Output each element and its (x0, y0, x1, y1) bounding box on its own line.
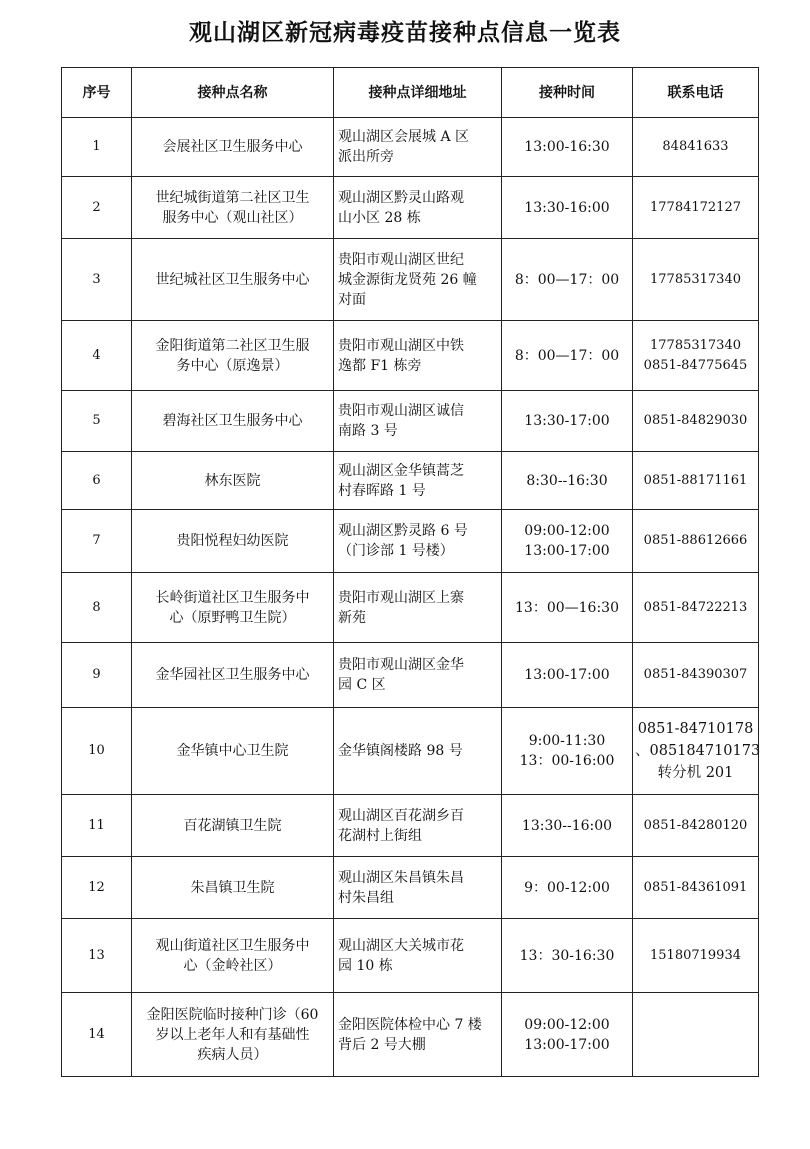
cell-site-name-line: 疾病人员） (197, 1046, 268, 1063)
cell-phone (633, 708, 759, 795)
cell-site-name (132, 708, 334, 795)
cell-address-line: 贵阳市观山湖区上寨 (338, 589, 464, 606)
cell-phone (633, 177, 759, 239)
cell-address-line: 派出所旁 (338, 149, 394, 165)
cell-time-line: 8：00—17：00 (514, 271, 620, 288)
header-no: 序号 (62, 68, 132, 118)
cell-site-name (132, 239, 334, 321)
cell-address (334, 452, 502, 510)
cell-address (334, 708, 502, 795)
cell-address-line: 山小区 28 栋 (338, 209, 421, 226)
cell-time-line: 13：00—16:30 (515, 599, 619, 616)
cell-address-line: 逸都 F1 栋旁 (338, 357, 422, 374)
cell-site-name (132, 993, 334, 1077)
cell-no: 4 (62, 321, 132, 391)
table-row (62, 643, 759, 708)
cell-site-name-line: 世纪城街道第二社区卫生 (155, 189, 310, 206)
cell-site-name-line: 百花湖镇卫生院 (183, 817, 282, 834)
cell-time (502, 919, 633, 993)
cell-phone-line: 15180719934 (650, 947, 741, 963)
cell-no: 13 (62, 919, 132, 993)
cell-site-name-line: 心（金岭社区） (183, 957, 282, 974)
cell-phone-line: 0851-84361091 (643, 879, 748, 895)
cell-address (334, 391, 502, 452)
cell-address-line: 观山湖区百花湖乡百 (338, 807, 464, 824)
cell-time (502, 452, 633, 510)
cell-time (502, 239, 633, 321)
cell-phone (633, 795, 759, 857)
cell-phone (633, 452, 759, 510)
cell-no: 5 (62, 391, 132, 452)
cell-phone (633, 643, 759, 708)
cell-site-name-line: 长岭街道社区卫生服务中 (155, 589, 310, 606)
cell-address (334, 573, 502, 643)
cell-address (334, 239, 502, 321)
table-row (62, 118, 759, 177)
cell-address-line: 花湖村上街组 (338, 827, 422, 844)
cell-time (502, 510, 633, 573)
cell-site-name-line: 金华园社区卫生服务中心 (155, 667, 310, 683)
cell-site-name-line: 金华镇中心卫生院 (176, 743, 289, 759)
cell-site-name (132, 919, 334, 993)
cell-phone (633, 993, 759, 1077)
header-site-name: 接种点名称 (132, 68, 334, 118)
table-row (62, 993, 759, 1077)
cell-time-line: 9:00-11:30 (528, 733, 606, 749)
cell-time-line: 13:30--16:00 (521, 817, 613, 834)
cell-phone-line: 转分机 201 (657, 765, 734, 781)
cell-phone (633, 573, 759, 643)
table-row (62, 573, 759, 643)
cell-site-name (132, 643, 334, 708)
cell-no: 14 (62, 993, 132, 1077)
table-row (62, 510, 759, 573)
cell-site-name-line: 世纪城社区卫生服务中心 (155, 271, 310, 288)
cell-time (502, 118, 633, 177)
table-header-row (62, 68, 759, 118)
cell-site-name (132, 118, 334, 177)
cell-site-name (132, 573, 334, 643)
cell-time-line: 09:00-12:00 (524, 523, 610, 539)
cell-time-line: 13:30-16:00 (524, 199, 610, 216)
cell-phone (633, 391, 759, 452)
cell-address (334, 857, 502, 919)
cell-time (502, 857, 633, 919)
cell-address-line: 观山湖区朱昌镇朱昌 (338, 869, 464, 886)
cell-site-name-line: 观山街道社区卫生服务中 (155, 937, 310, 954)
cell-time-line: 13:00-17:00 (524, 1036, 610, 1053)
cell-phone-line: 0851-84829030 (643, 413, 748, 428)
cell-site-name (132, 510, 334, 573)
header-time: 接种时间 (502, 68, 633, 118)
cell-address-line: 贵阳市观山湖区中铁 (338, 337, 464, 354)
cell-site-name (132, 177, 334, 239)
cell-phone-line: 0851-84722213 (643, 599, 748, 615)
cell-phone (633, 239, 759, 321)
cell-address-line: 观山湖区黔灵路 6 号 (338, 523, 468, 539)
cell-time (502, 321, 633, 391)
cell-address-line: （门诊部 1 号楼） (338, 543, 454, 559)
cell-time-line: 13:30-17:00 (524, 413, 610, 429)
cell-time-line: 13:00-17:00 (524, 667, 610, 683)
cell-address-line: 观山湖区大关城市花 (338, 937, 464, 954)
cell-address-line: 观山湖区会展城 A 区 (338, 129, 470, 145)
cell-site-name-line: 碧海社区卫生服务中心 (162, 413, 303, 429)
page-title: 观山湖区新冠病毒疫苗接种点信息一览表 (189, 19, 621, 46)
cell-address (334, 993, 502, 1077)
cell-time (502, 391, 633, 452)
cell-address (334, 795, 502, 857)
cell-time (502, 177, 633, 239)
cell-time-line: 8：00—17：00 (514, 347, 620, 364)
table-row (62, 239, 759, 321)
vaccination-sites-table (61, 67, 759, 1077)
cell-site-name-line: 服务中心（观山社区） (162, 209, 303, 226)
cell-address-line: 金阳医院体检中心 7 楼 (338, 1016, 482, 1033)
cell-address (334, 919, 502, 993)
cell-address-line: 金华镇阁楼路 98 号 (338, 743, 463, 759)
table-row (62, 321, 759, 391)
cell-site-name (132, 452, 334, 510)
cell-no: 9 (62, 643, 132, 708)
cell-address-line: 对面 (338, 291, 366, 308)
cell-site-name-line: 贵阳悦程妇幼医院 (176, 533, 289, 549)
cell-site-name (132, 795, 334, 857)
cell-no: 3 (62, 239, 132, 321)
header-phone: 联系电话 (633, 68, 759, 118)
cell-time (502, 643, 633, 708)
cell-address-line: 贵阳市观山湖区诚信 (338, 403, 464, 419)
table-row (62, 452, 759, 510)
table-row (62, 919, 759, 993)
cell-phone-line: 84841633 (662, 139, 729, 154)
cell-address-line: 南路 3 号 (338, 423, 398, 439)
cell-phone-line: 0851-88171161 (643, 472, 748, 488)
table-row (62, 795, 759, 857)
cell-address-line: 贵阳市观山湖区金华 (338, 657, 464, 673)
cell-phone (633, 919, 759, 993)
cell-site-name (132, 857, 334, 919)
cell-address-line: 村春晖路 1 号 (338, 482, 426, 499)
cell-time-line: 13：30-16:30 (519, 947, 615, 964)
cell-time (502, 708, 633, 795)
cell-time-line: 13：00-16:00 (519, 753, 615, 769)
cell-address (334, 643, 502, 708)
cell-phone-line: 0851-84390307 (643, 667, 748, 682)
cell-no: 12 (62, 857, 132, 919)
cell-site-name-line: 金阳医院临时接种门诊（60 (146, 1006, 319, 1023)
cell-address-line: 村朱昌组 (338, 889, 394, 906)
cell-address-line: 新苑 (338, 609, 366, 626)
cell-address-line: 背后 2 号大棚 (338, 1036, 426, 1053)
table-row (62, 177, 759, 239)
cell-time-line: 9：00-12:00 (524, 879, 610, 896)
cell-phone (633, 510, 759, 573)
cell-phone-line: 17785317340 (650, 337, 741, 353)
cell-phone-line: 、085184710173 (635, 743, 761, 759)
table-row (62, 391, 759, 452)
cell-time (502, 795, 633, 857)
table-row (62, 857, 759, 919)
cell-no: 10 (62, 708, 132, 795)
cell-address (334, 321, 502, 391)
cell-site-name-line: 务中心（原逸景） (176, 357, 289, 374)
cell-phone-line: 0851-84280120 (643, 817, 748, 833)
cell-phone-line: 0851-84775645 (643, 357, 748, 373)
cell-no: 7 (62, 510, 132, 573)
cell-no: 1 (62, 118, 132, 177)
cell-site-name-line: 朱昌镇卫生院 (190, 879, 275, 896)
cell-address (334, 510, 502, 573)
cell-no: 6 (62, 452, 132, 510)
cell-address-line: 园 10 栋 (338, 957, 393, 974)
cell-time-line: 13:00-16:30 (524, 139, 610, 155)
cell-phone (633, 118, 759, 177)
cell-site-name (132, 391, 334, 452)
cell-address-line: 园 C 区 (338, 677, 386, 693)
cell-phone-line: 17784172127 (650, 199, 741, 215)
cell-site-name-line: 会展社区卫生服务中心 (162, 139, 303, 155)
cell-phone-line: 17785317340 (650, 271, 741, 287)
cell-address-line: 城金源街龙贤苑 26 幢 (338, 271, 477, 288)
cell-address-line: 观山湖区金华镇蒿芝 (338, 462, 464, 479)
cell-site-name-line: 岁以上老年人和有基础性 (155, 1026, 310, 1043)
cell-time (502, 993, 633, 1077)
table-row (62, 708, 759, 795)
cell-no: 11 (62, 795, 132, 857)
header-address: 接种点详细地址 (334, 68, 502, 118)
cell-time-line: 8:30--16:30 (526, 472, 608, 489)
cell-address (334, 118, 502, 177)
cell-no: 8 (62, 573, 132, 643)
cell-site-name-line: 心（原野鸭卫生院） (169, 609, 296, 626)
cell-site-name (132, 321, 334, 391)
cell-no: 2 (62, 177, 132, 239)
cell-time-line: 13:00-17:00 (524, 543, 610, 559)
cell-site-name-line: 林东医院 (204, 472, 261, 489)
cell-address-line: 观山湖区黔灵山路观 (338, 189, 464, 206)
cell-phone (633, 857, 759, 919)
cell-site-name-line: 金阳街道第二社区卫生服 (155, 337, 310, 354)
cell-address-line: 贵阳市观山湖区世纪 (338, 251, 464, 268)
cell-phone-line: 0851-88612666 (643, 533, 748, 548)
cell-time-line: 09:00-12:00 (524, 1016, 610, 1033)
cell-phone (633, 321, 759, 391)
cell-time (502, 573, 633, 643)
cell-address (334, 177, 502, 239)
cell-phone-line: 0851-84710178 (637, 721, 754, 737)
